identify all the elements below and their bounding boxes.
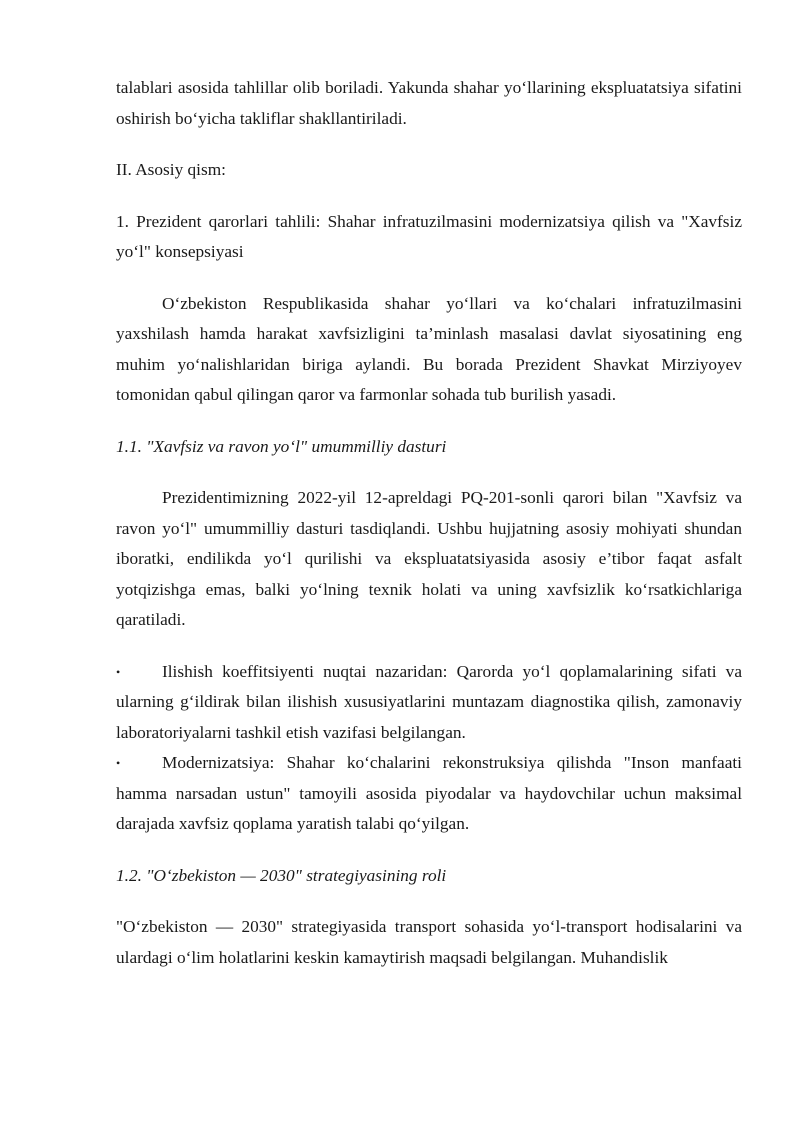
bullet-icon: • [116, 756, 121, 770]
bullet-item-2-text: Modernizatsiya: Shahar ko‘chalarini rekonstruksiya qilishda "Inson manfaati hamma narsadan ustun" tamoyili asosida piyodalar va haydovchilar uchun maksimal darajada xavfsiz qoplama yaratish talabi qo‘yilgan. [116, 753, 742, 833]
bullet-item-2 [116, 748, 742, 840]
bullet-item-1 [116, 657, 742, 749]
subsection-heading: 1. Prezident qarorlari tahlili: Shahar infratuzilmasini modernizatsiya qilish va "Xavfsiz yo‘l" konsepsiyasi [116, 211, 742, 261]
body-paragraph-2: Prezidentimizning 2022-yil 12-apreldagi PQ-201-sonli qarori bilan "Xavfsiz va ravon yo‘l" umummilliy dasturi tasdiqlandi. Ushbu hujjatning asosiy mohiyati shundan iboratki, endilikda yo‘l qurilishi va ekspluatatsiyasida asosiy e’tibor faqat asfalt yotqizishga emas, balki yo‘lning texnik holati va uning xavfsizlik ko‘rsatkichlariga qaratiladi. [116, 488, 742, 629]
section-heading: II. Asosiy qism: [116, 160, 226, 179]
bullet-item-1-text: Ilishish koeffitsiyenti nuqtai nazaridan: Qarorda yo‘l qoplamalarining sifati va ularning g‘ildirak bilan ilishish xususiyatlarini muntazam diagnostika qilish, zamonaviy laboratoriyalarni tashkil etish vazifasi belgilangan. [116, 661, 742, 742]
heading-1-2: 1.2. "O‘zbekiston — 2030" strategiyasining roli [116, 865, 447, 885]
bullet-icon: • [116, 664, 121, 679]
heading-1-1: 1.1. "Xavfsiz va ravon yo‘l" umummilliy dasturi [116, 436, 447, 456]
body-paragraph-1: O‘zbekiston Respublikasida shahar yo‘llari va ko‘chalari infratuzilmasini yaxshilash hamda harakat xavfsizligini ta’minlash masalasi davlat siyosatining eng muhim yo‘nalishlaridan biriga aylandi. Bu borada Prezident Shavkat Mirziyoyev tomonidan qabul qilingan qaror va farmonlar sohada tub burilish yasadi. [116, 293, 742, 404]
intro-continuation: talablari asosida tahlillar olib boriladi. Yakunda shahar yo‘llarining ekspluatatsiya sifatini oshirish bo‘yicha takliflar shakllantiriladi. [116, 78, 742, 128]
page-content [116, 73, 742, 973]
body-paragraph-3: "O‘zbekiston — 2030" strategiyasida transport sohasida yo‘l-transport hodisalarini va ulardagi o‘lim holatlarini keskin kamaytirish maqsadi belgilangan. Muhandislik [116, 917, 742, 967]
